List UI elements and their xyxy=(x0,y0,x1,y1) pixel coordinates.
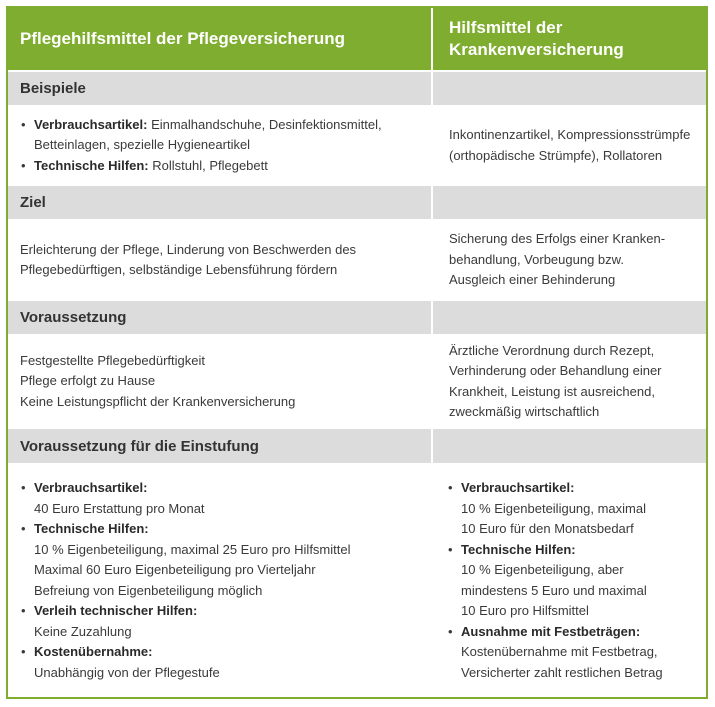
voraussetzung-left-cell xyxy=(8,336,431,427)
voraussetzung-line: Pflege erfolgt zu Hause xyxy=(20,373,156,389)
list-item: • Verbrauchsartikel: xyxy=(447,478,706,499)
section-einstufung-left xyxy=(8,429,431,463)
header-right-title: Hilfsmittel der Krankenversicherung xyxy=(449,18,624,59)
section-title: Ziel xyxy=(20,194,46,211)
section-title: Voraussetzung xyxy=(20,309,127,326)
section-voraussetzung-left xyxy=(8,301,431,334)
einstufung-left-cell: • Verbrauchsartikel: 40 Euro Erstattung pro Monat • Technische Hilfen: 10 % Eigenbeteiligung, maximal 25 Euro pro Hilfsmittel Maximal 60 Euro Eigenbeteiligung pro Vierteljahr Befreiung von Eigenbeteiligung möglich • Verleih technischer Hilfen: Keine Zuzahlung • Kostenübernahme: Unabhängig von der Pflegestufe xyxy=(8,478,431,693)
beispiele-right-cell xyxy=(433,107,706,184)
section-title: Voraussetzung für die Einstufung xyxy=(20,437,259,455)
beispiele-left-cell xyxy=(8,107,431,184)
section-einstufung-right xyxy=(433,429,706,463)
section-ziel-left xyxy=(8,186,431,219)
beispiele-right-text: Inkontinenzartikel, Kompressionsstrümpfe (orthopädische Strümpfe), Rollatoren xyxy=(449,127,691,163)
ziel-right-cell xyxy=(433,221,706,299)
list-item: • Technische Hilfen: Rollstuhl, Pflegebett xyxy=(20,156,431,177)
list-item: • Technische Hilfen: xyxy=(447,540,706,561)
list-item: • Technische Hilfen: xyxy=(20,519,431,540)
comparison-table xyxy=(6,6,708,699)
list-item: • Verleih technischer Hilfen: xyxy=(20,601,431,622)
header-left-title: Pflegehilfsmittel der Pflegeversicherung xyxy=(20,29,345,48)
section-ziel-right xyxy=(433,186,706,219)
column-divider xyxy=(431,8,433,697)
list-item: • Verbrauchsartikel: Einmalhandschuhe, Desinfektionsmittel, Betteinlagen, spezielle Hygieneartikel xyxy=(20,115,431,156)
ziel-left-cell xyxy=(8,221,431,299)
section-voraussetzung-right xyxy=(433,301,706,334)
header-left xyxy=(8,8,431,70)
section-beispiele-right xyxy=(433,72,706,105)
section-title: Beispiele xyxy=(20,80,86,97)
voraussetzung-line: Keine Leistungspflicht der Krankenversicherung xyxy=(20,393,296,409)
ziel-right-text: Sicherung des Erfolgs einer Kranken-behandlung, Vorbeugung bzw. Ausgleich einer Behinderung xyxy=(449,231,666,288)
section-beispiele-left xyxy=(8,72,431,105)
voraussetzung-line: Festgestellte Pflegebedürftigkeit xyxy=(20,352,205,368)
list-item: • Verbrauchsartikel: xyxy=(20,478,431,499)
voraussetzung-right-cell xyxy=(433,336,706,427)
list-item: • Kostenübernahme: xyxy=(20,642,431,663)
voraussetzung-right-text: Ärztliche Verordnung durch Rezept, Verhinderung oder Behandlung einer Krankheit, Leistung ist ausreichend, zweckmäßig wirtschaftlich xyxy=(449,342,662,419)
header-right xyxy=(433,8,706,70)
ziel-left-text: Erleichterung der Pflege, Linderung von Beschwerden des Pflegebedürftigen, selbständige Lebensführung fördern xyxy=(20,241,357,277)
list-item: • Ausnahme mit Festbeträgen: xyxy=(447,622,706,643)
einstufung-right-cell: • Verbrauchsartikel: 10 % Eigenbeteiligung, maximal 10 Euro für den Monatsbedarf • Technische Hilfen: 10 % Eigenbeteiligung, aber mindestens 5 Euro und maximal 10 Euro pro Hilfsmittel • Ausnahme mit Festbeträgen: Kostenübernahme mit Festbetrag, Versicherter zahlt restlichen Betrag xyxy=(433,478,706,693)
